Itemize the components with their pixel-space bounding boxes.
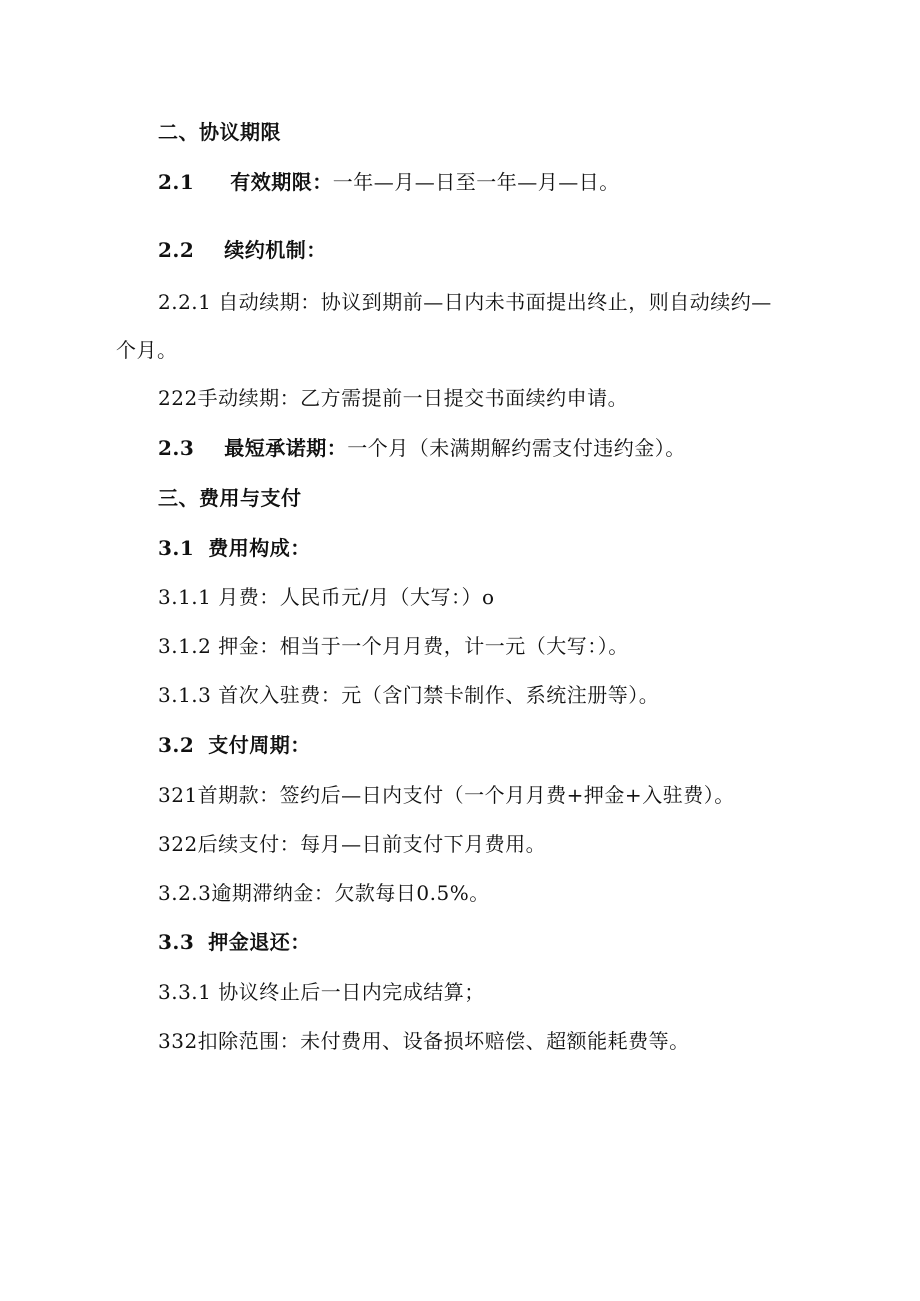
clause-3-3-1: 3.3.1 协议终止后一日内完成结算； — [158, 980, 485, 1004]
clause-3-1 — [158, 534, 311, 562]
clause-3-2-number: 3.2 — [158, 733, 195, 757]
clause-3-2 — [158, 731, 311, 759]
clause-3-2-2: 322后续支付：每月—日前支付下月费用。 — [158, 832, 547, 856]
clause-2-2-2: 222手动续期：乙方需提前一日提交书面续约申请。 — [158, 386, 629, 410]
clause-3-1-1: 3.1.1 月费：人民币元/月（大写：）o — [158, 585, 495, 609]
clause-2-3-number: 2.3 — [158, 436, 195, 460]
clause-2-1 — [158, 168, 620, 196]
section-3-heading: 三、费用与支付 — [158, 486, 302, 510]
clause-2-2-1: 2.2.1 自动续期：协议到期前—日内未书面提出终止，则自动续约— — [158, 290, 772, 314]
clause-2-3-label: 最短承诺期： — [224, 436, 348, 460]
clause-3-1-2: 3.1.2 押金：相当于一个月月费，计一元（大写：）。 — [158, 634, 629, 658]
clause-2-2-1-continuation: 个月。 — [116, 338, 178, 362]
clause-3-3-number: 3.3 — [158, 930, 195, 954]
clause-2-1-number: 2.1 — [158, 170, 195, 194]
clause-2-2 — [158, 236, 327, 264]
clause-2-3 — [158, 434, 686, 462]
clause-3-1-label: 费用构成： — [208, 536, 311, 560]
clause-2-1-text: 一年—月—日至一年—月—日。 — [332, 170, 620, 194]
clause-3-1-3: 3.1.3 首次入驻费：元（含门禁卡制作、系统注册等）。 — [158, 683, 660, 707]
clause-3-2-3: 3.2.3逾期滞纳金：欠款每日0.5%。 — [158, 881, 490, 905]
clause-2-3-text: 一个月（未满期解约需支付违约金）。 — [347, 436, 686, 460]
clause-3-3-2: 332扣除范围：未付费用、设备损坏赔偿、超额能耗费等。 — [158, 1029, 690, 1053]
clause-2-2-label: 续约机制： — [224, 238, 327, 262]
clause-3-3 — [158, 928, 311, 956]
section-2-heading: 二、协议期限 — [158, 120, 281, 144]
clause-3-2-1: 321首期款：签约后—日内支付（一个月月费+押金+入驻费）。 — [158, 783, 735, 807]
clause-2-2-number: 2.2 — [158, 238, 195, 262]
clause-3-3-label: 押金退还： — [208, 930, 311, 954]
clause-3-2-label: 支付周期： — [208, 733, 311, 757]
clause-2-1-label: 有效期限： — [230, 170, 333, 194]
clause-3-1-number: 3.1 — [158, 536, 195, 560]
